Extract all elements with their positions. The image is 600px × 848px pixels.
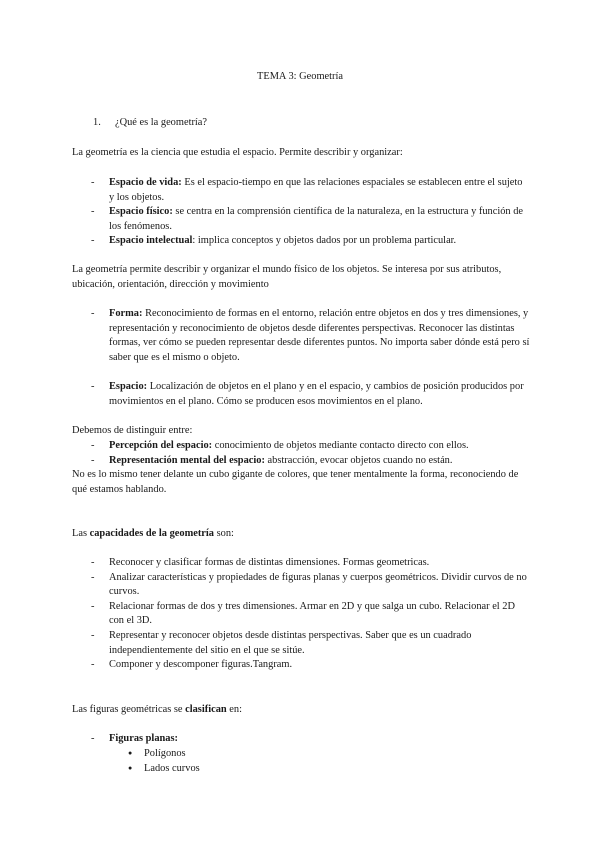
- distinguish-term: Percepción del espacio:: [109, 440, 213, 451]
- dash-marker: -: [91, 440, 95, 451]
- capacity-text: Analizar características y propiedades de figuras planas y cuerpos geométricos. Dividir curvos de no curvos.: [109, 571, 527, 598]
- dash-marker: -: [91, 235, 95, 247]
- capacity-text: Representar y reconocer objetos desde distintas perspectivas. Saber que es un cuadrado independientemente del sitio en el que se sitúe.: [109, 629, 472, 656]
- figures-list: [72, 732, 530, 747]
- capacity-text: Componer y descomponer figuras.Tangram.: [109, 659, 293, 671]
- dash-marker: -: [91, 177, 95, 188]
- list-item: [72, 454, 530, 469]
- bullet-dot-icon: ●: [128, 749, 133, 757]
- list-item: [72, 307, 530, 365]
- dash-marker: -: [91, 659, 95, 671]
- bullet-dot-icon: ●: [128, 763, 133, 772]
- capacities-intro: [72, 527, 530, 542]
- espacio-list: [72, 380, 530, 409]
- space-text: Es el espacio-tiempo en que las relaciones espaciales se establecen entre el sujeto y los objetos.: [109, 177, 523, 203]
- forma-term: Forma:: [109, 308, 143, 319]
- distinguish-text: conocimiento de objetos mediante contacto directo con ellos.: [212, 440, 469, 451]
- list-item: [72, 629, 530, 658]
- question-heading: [93, 116, 207, 131]
- forma-list: [72, 307, 530, 365]
- figure-type: Polígonos: [144, 748, 186, 759]
- document-title: TEMA 3: Geometría: [257, 71, 343, 82]
- list-item: [72, 747, 530, 762]
- capacities-list: [72, 556, 530, 673]
- classification-before: Las figuras geométricas se: [72, 704, 186, 715]
- capacity-text: Relacionar formas de dos y tres dimensiones. Armar en 2D y que salga un cubo. Relacionar el 2D con el 3D.: [109, 600, 515, 627]
- distinguish-text: abstracción, evocar objetos cuando no están.: [264, 454, 453, 466]
- question-text: ¿Qué es la geometría?: [115, 117, 208, 128]
- distinguish-term: Representación mental del espacio:: [109, 454, 265, 466]
- spaces-list: [72, 176, 530, 249]
- list-item: [72, 556, 530, 571]
- dash-marker: -: [91, 308, 95, 319]
- list-item: [72, 732, 530, 747]
- capacities-after: son:: [214, 528, 234, 539]
- dash-marker: -: [91, 206, 95, 218]
- space-term: Espacio de vida:: [109, 177, 182, 188]
- dash-marker: -: [91, 733, 95, 744]
- dash-marker: -: [91, 454, 95, 466]
- capacities-term: capacidades de la geometría: [89, 528, 214, 539]
- dash-marker: -: [91, 557, 95, 568]
- list-item: [72, 439, 530, 454]
- capacities-before: Las: [72, 528, 90, 539]
- espacio-term: Espacio:: [109, 381, 148, 392]
- list-item: [72, 658, 530, 673]
- space-term: Espacio intelectual: [109, 235, 193, 247]
- list-item: [72, 571, 530, 600]
- list-item: [72, 205, 530, 234]
- figures-sublist: [72, 747, 530, 776]
- list-item: [72, 762, 530, 777]
- list-item: [72, 234, 530, 249]
- distinguish-list: [72, 439, 530, 468]
- space-text: : implica conceptos y objetos dados por un problema particular.: [192, 235, 457, 247]
- capacity-text: Reconocer y clasificar formas de distintas dimensiones. Formas geometricas.: [109, 557, 430, 568]
- dash-marker: -: [91, 571, 95, 583]
- classification-intro: [72, 703, 530, 718]
- distinguish-intro: Debemos de distinguir entre:: [72, 425, 193, 436]
- figures-term: Figuras planas:: [109, 733, 178, 744]
- classification-term: clasifican: [185, 704, 227, 715]
- space-term: Espacio físico:: [109, 206, 173, 218]
- dash-marker: -: [91, 600, 95, 612]
- paragraph-world: La geometría permite describir y organizar el mundo físico de los objetos. Se interesa por sus atributos, ubicación, orientación, dirección y movimiento: [72, 264, 502, 290]
- classification-after: en:: [226, 704, 242, 715]
- list-item: [72, 380, 530, 409]
- intro-paragraph: La geometría es la ciencia que estudia el espacio. Permite describir y organizar:: [72, 147, 403, 158]
- espacio-text: Localización de objetos en el plano y en el espacio, y cambios de posición producidos por movimientos en el plano. Cómo se producen esos movimientos en el plano.: [109, 381, 524, 407]
- list-item: [72, 600, 530, 629]
- dash-marker: -: [91, 629, 95, 641]
- question-number: 1.: [93, 117, 101, 128]
- list-item: [72, 176, 530, 205]
- space-text: se centra en la comprensión científica de la naturaleza, en la estructura y función de los fenómenos.: [109, 206, 524, 232]
- figure-type: Lados curvos: [144, 762, 200, 774]
- note-paragraph: No es lo mismo tener delante un cubo gigante de colores, que tener mentalmente la forma, reconociendo de qué estamos hablando.: [72, 469, 519, 495]
- forma-text: Reconocimiento de formas en el entorno, relación entre objetos en dos y tres dimensiones, y representación y reconocimiento de objetos desde diferentes perspectivas. Reconocer las distintas formas, ver cómo se pueden representar desde diferentes puntos. No importa saber dónde está pero sí saber que es el mismo o objeto.: [109, 308, 530, 363]
- dash-marker: -: [91, 381, 95, 392]
